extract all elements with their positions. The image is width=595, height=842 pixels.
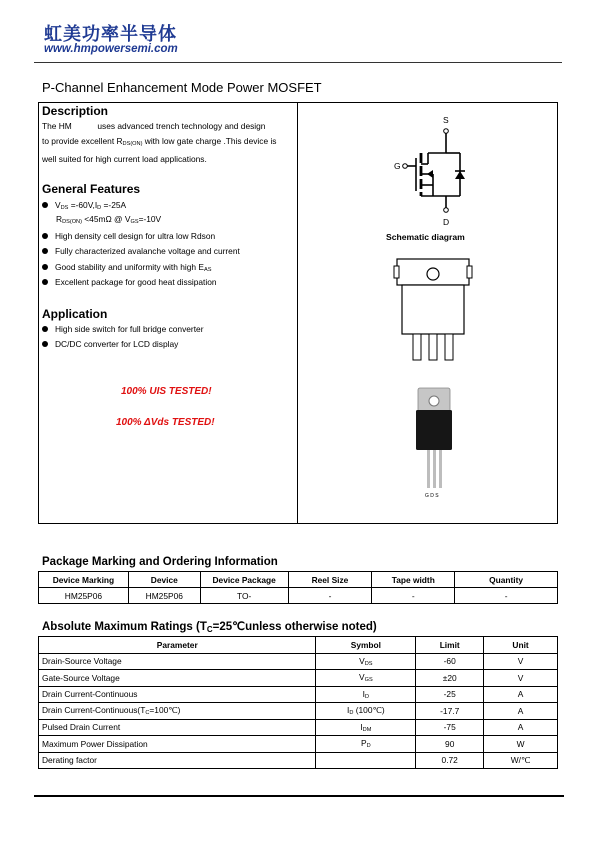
table-row (39, 653, 558, 670)
ordering-table (38, 571, 558, 604)
feature-item-stability: Good stability and uniformity with high EAS (42, 261, 211, 277)
param-cell: Pulsed Drain Current (39, 719, 316, 736)
application-heading: Application (42, 307, 108, 321)
unit-cell: W (484, 736, 558, 753)
feature-item-package: Excellent package for good heat dissipation (42, 276, 217, 289)
feature-item-density: High density cell design for ultra low Rdson (42, 230, 215, 243)
to220-package-icon (412, 386, 456, 500)
col-device: Device (128, 572, 200, 588)
table-cell: - (372, 588, 455, 604)
application-item-dcdc: DC/DC converter for LCD display (42, 338, 178, 351)
col-device-package: Device Package (200, 572, 288, 588)
table-row (39, 686, 558, 703)
description-heading: Description (42, 104, 109, 118)
general-features-heading: General Features (42, 182, 141, 196)
col-quantity: Quantity (455, 572, 558, 588)
param-cell: Drain Current-Continuous(TC=100℃) (39, 703, 316, 720)
limit-cell: -60 (416, 653, 484, 670)
col-limit: Limit (416, 637, 484, 654)
symbol-cell: ID (316, 686, 416, 703)
document-title: P-Channel Enhancement Mode Power MOSFET (42, 80, 322, 95)
unit-cell: V (484, 653, 558, 670)
website-url[interactable]: www.hmpowersemi.com (44, 43, 178, 55)
unit-cell: V (484, 670, 558, 687)
description-line-3: well suited for high current load applications. (42, 154, 207, 164)
symbol-cell (316, 752, 416, 769)
table-cell: HM25P06 (39, 588, 129, 604)
col-reel-size: Reel Size (288, 572, 372, 588)
ordering-info-title: Package Marking and Ordering Information (42, 556, 278, 568)
uis-tested-note: 100% UIS TESTED! (121, 386, 212, 397)
table-cell: HM25P06 (128, 588, 200, 604)
header-divider (34, 62, 562, 63)
description-line-2: to provide excellent RDS(ON) with low gate charge .This device is (42, 136, 277, 147)
overview-column-divider (297, 102, 298, 524)
symbol-cell: VGS (316, 670, 416, 687)
unit-cell: W/℃ (484, 752, 558, 769)
table-row (39, 736, 558, 753)
limit-cell: -75 (416, 719, 484, 736)
unit-cell: A (484, 703, 558, 720)
col-tape-width: Tape width (372, 572, 455, 588)
param-cell: Drain-Source Voltage (39, 653, 316, 670)
application-item-full-bridge: High side switch for full bridge converter (42, 323, 204, 336)
table-row (39, 752, 558, 769)
param-cell: Maximum Power Dissipation (39, 736, 316, 753)
limit-cell: ±20 (416, 670, 484, 687)
table-cell: - (288, 588, 372, 604)
symbol-cell: VDS (316, 653, 416, 670)
bullet-icon (42, 248, 48, 254)
bullet-icon (42, 202, 48, 208)
table-row (39, 719, 558, 736)
unit-cell: A (484, 719, 558, 736)
description-text (42, 119, 294, 167)
footer-divider (34, 795, 564, 797)
table-cell: - (455, 588, 558, 604)
param-cell: Gate-Source Voltage (39, 670, 316, 687)
limit-cell: 0.72 (416, 752, 484, 769)
bullet-icon (42, 341, 48, 347)
pin-g-label: G (394, 161, 401, 171)
feature-item-vds: VDS =-60V,ID =-25A (42, 199, 126, 215)
table-header-row (39, 637, 558, 654)
symbol-cell: PD (316, 736, 416, 753)
col-symbol: Symbol (316, 637, 416, 654)
dvds-tested-note: 100% ΔVds TESTED! (116, 417, 215, 428)
pin-d-label: D (443, 217, 450, 227)
col-unit: Unit (484, 637, 558, 654)
symbol-cell: IDM (316, 719, 416, 736)
table-row (39, 670, 558, 687)
feature-item-rdson: RDS(ON) <45mΩ @ VGS=-10V (56, 214, 162, 225)
description-line-1: The HM uses advanced trench technology and design (42, 121, 266, 131)
max-ratings-title: Absolute Maximum Ratings (TC=25℃unless otherwise noted) (42, 621, 377, 634)
table-row (39, 588, 558, 604)
table-cell: TO- (200, 588, 288, 604)
bullet-icon (42, 279, 48, 285)
package-pin-labels: G D S (425, 493, 439, 499)
limit-cell: -17.7 (416, 703, 484, 720)
feature-item-avalanche: Fully characterized avalanche voltage and current (42, 245, 240, 258)
to220-outline-icon (392, 256, 474, 364)
col-device-marking: Device Marking (39, 572, 129, 588)
bullet-icon (42, 264, 48, 270)
schematic-caption: Schematic diagram (386, 232, 465, 242)
param-cell: Drain Current-Continuous (39, 686, 316, 703)
pin-s-label: S (443, 115, 449, 125)
col-parameter: Parameter (39, 637, 316, 654)
param-cell: Derating factor (39, 752, 316, 769)
brand-name: 虹美功率半导体 (44, 24, 177, 45)
symbol-cell: ID (100℃) (316, 703, 416, 720)
max-ratings-table (38, 636, 558, 769)
limit-cell: 90 (416, 736, 484, 753)
bullet-icon (42, 233, 48, 239)
unit-cell: A (484, 686, 558, 703)
table-header-row (39, 572, 558, 588)
table-row (39, 703, 558, 720)
limit-cell: -25 (416, 686, 484, 703)
mosfet-schematic-icon (385, 112, 505, 230)
bullet-icon (42, 326, 48, 332)
